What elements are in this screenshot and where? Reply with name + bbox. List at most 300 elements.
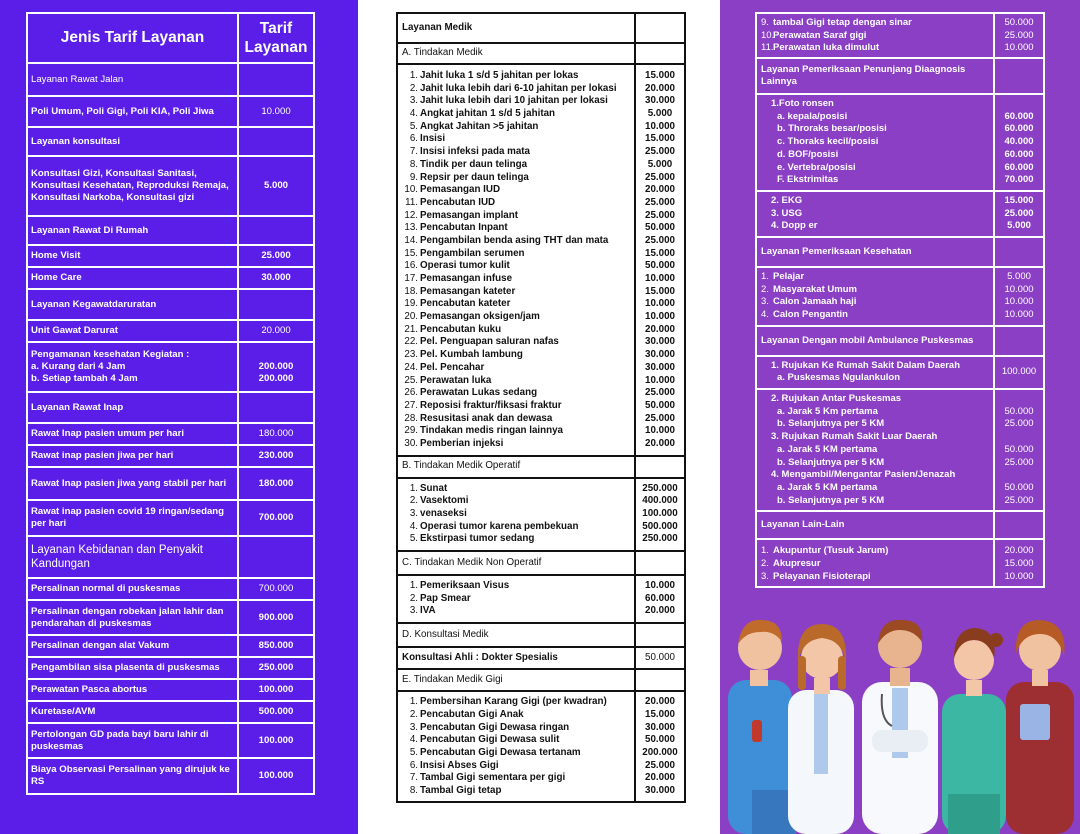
item-value: 20.000 xyxy=(645,323,675,335)
item-value: 50.000 xyxy=(1004,17,1034,28)
item-value: 30.000 xyxy=(645,95,675,107)
left-row-label: Layanan Kebidanan dan Penyakit Kandungan xyxy=(27,536,238,578)
spacer xyxy=(999,98,1039,111)
item-number: 14. xyxy=(404,234,418,246)
item-number: 12. xyxy=(404,209,418,221)
left-row-label: Konsultasi Gizi, Konsultasi Sanitasi, Konsultasi Kesehatan, Reproduksi Remaja, Konsultasi Narkoba, Konsultasi gizi xyxy=(27,156,238,216)
list-item xyxy=(402,722,630,735)
item-number: 2. xyxy=(409,708,418,720)
left-row-value: 230.000 xyxy=(238,445,314,467)
list-item xyxy=(402,580,630,593)
item-value: 5.000 xyxy=(647,108,673,120)
lain-title: Layanan Lain-Lain xyxy=(756,511,994,539)
rujukan-line: b. Selanjutnya per 5 KM xyxy=(777,418,885,430)
section-b-list xyxy=(402,483,630,546)
item-value: 30.000 xyxy=(645,721,675,733)
item-number: 11. xyxy=(761,42,774,54)
foto-ronsen-list xyxy=(756,94,994,191)
section-c-list xyxy=(402,580,630,618)
right-tariff-table xyxy=(755,12,1045,588)
list-item xyxy=(402,146,630,159)
list-item xyxy=(402,747,630,760)
list-item xyxy=(402,521,630,534)
list-item xyxy=(402,349,630,362)
list-item xyxy=(402,184,630,197)
item-number: 4. xyxy=(409,734,418,746)
item-value: 10.000 xyxy=(645,580,675,592)
list-item xyxy=(402,108,630,121)
item-value: 20.000 xyxy=(645,437,675,449)
foto-item-value: 60.000 xyxy=(1004,110,1034,122)
left-row-value: 10.000 xyxy=(238,96,314,127)
foto-item-value: 60.000 xyxy=(1004,161,1034,173)
item-label: Pencabutan kuku xyxy=(420,323,502,335)
item-value: 10.000 xyxy=(645,273,675,284)
item-label: Pencabutan Gigi Dewasa sulit xyxy=(420,734,560,746)
section-a-values xyxy=(635,64,685,456)
item-number: 29. xyxy=(404,425,418,437)
item-label: Pengambilan serumen xyxy=(420,247,525,259)
item-number: 6. xyxy=(409,759,418,771)
item-label: Operasi tumor karena pembekuan xyxy=(420,520,579,532)
list-item xyxy=(761,30,989,43)
item-number: 3. xyxy=(761,296,769,308)
rujukan-line: 3. Rujukan Rumah Sakit Luar Daerah xyxy=(771,431,938,443)
lain-values xyxy=(994,539,1044,587)
item-value: 25.000 xyxy=(645,196,675,208)
item-label: Reposisi fraktur/fiksasi fraktur xyxy=(420,399,562,411)
left-row-label: Persalinan normal di puskesmas xyxy=(27,578,238,600)
item-label: Pelayanan Fisioterapi xyxy=(773,570,871,582)
item-label: Perawatan Lukas sedang xyxy=(420,387,538,399)
item-label: Akupuntur (Tusuk Jarum) xyxy=(773,545,889,557)
item-label: Pelajar xyxy=(773,270,805,282)
list-item xyxy=(402,336,630,349)
list-item xyxy=(402,387,630,400)
list-item xyxy=(402,483,630,496)
doctor-woman-figure xyxy=(788,624,854,834)
item-number: 22. xyxy=(404,336,418,348)
item-label: Angkat Jahitan >5 jahitan xyxy=(420,120,539,132)
list-item xyxy=(761,571,989,584)
item-value: 20.000 xyxy=(645,184,675,196)
left-row-value: 100.000 xyxy=(238,723,314,758)
item-label: Pemasangan IUD xyxy=(420,184,501,196)
list-item xyxy=(402,260,630,273)
doctor-man-figure xyxy=(862,620,938,834)
item-label: Masyarakat Umum xyxy=(773,283,857,295)
rujukan-value xyxy=(999,393,1039,406)
left-row-value xyxy=(238,289,314,320)
item-value: 25.000 xyxy=(645,387,675,399)
left-row-value xyxy=(238,63,314,96)
item-number: 8. xyxy=(409,784,418,796)
list-item xyxy=(402,709,630,722)
left-row-label: Rawat inap pasien jiwa per hari xyxy=(27,445,238,467)
penunjang-item-label: 2. EKG xyxy=(771,194,803,206)
list-item xyxy=(402,696,630,709)
kesehatan-values xyxy=(994,267,1044,326)
item-number: 1. xyxy=(761,270,769,282)
item-value: 50.000 xyxy=(645,399,675,411)
item-value: 10.000 xyxy=(645,120,675,132)
list-item xyxy=(402,785,630,798)
item-value: 10.000 xyxy=(1004,309,1034,320)
item-value: 10.000 xyxy=(645,425,675,437)
item-label: Pengambilan benda asing THT dan mata xyxy=(420,234,609,246)
item-label: Pemberian injeksi xyxy=(420,437,504,449)
list-item xyxy=(402,83,630,96)
section-e-title: E. Tindakan Medik Gigi xyxy=(397,669,635,691)
item-label: Perawatan Saraf gigi xyxy=(773,29,867,41)
left-row-label: Perawatan Pasca abortus xyxy=(27,679,238,701)
list-item xyxy=(402,273,630,286)
foto-item-label: F. Ekstrimitas xyxy=(777,174,839,186)
left-row-label: Pengambilan sisa plasenta di puskesmas xyxy=(27,657,238,679)
left-row-value: 5.000 xyxy=(238,156,314,216)
left-row-label: Home Care xyxy=(27,267,238,289)
left-row-label: Pertolongan GD pada bayi baru lahir di puskesmas xyxy=(27,723,238,758)
item-value: 20.000 xyxy=(645,772,675,784)
item-number: 30. xyxy=(404,437,418,449)
left-row-label: Persalinan dengan alat Vakum xyxy=(27,635,238,657)
item-value: 20.000 xyxy=(1004,545,1034,557)
list-item xyxy=(402,375,630,388)
penunjang-other-values xyxy=(994,191,1044,237)
left-row-value xyxy=(238,536,314,578)
left-row-value: 30.000 xyxy=(238,267,314,289)
item-value: 10.000 xyxy=(1004,570,1034,582)
item-number: 2. xyxy=(409,592,418,604)
left-row-value xyxy=(238,216,314,245)
left-row-label: Layanan Rawat Inap xyxy=(27,392,238,423)
left-row-value: 25.000 xyxy=(238,245,314,267)
list-item xyxy=(402,400,630,413)
list-item xyxy=(402,495,630,508)
foto-ronsen-title: 1.Foto ronsen xyxy=(771,98,834,110)
item-label: Calon Pengantin xyxy=(773,309,848,320)
item-value: 25.000 xyxy=(645,209,675,221)
left-header-value: Tarif Layanan xyxy=(238,13,314,63)
medical-staff-group-icon xyxy=(722,610,1080,834)
item-label: Pemeriksaan Visus xyxy=(420,580,510,592)
item-number: 5. xyxy=(409,120,418,132)
item-label: Sunat xyxy=(420,482,448,494)
rujukan-line: a. Jarak 5 KM pertama xyxy=(777,481,878,493)
konsultasi-ahli-label: Konsultasi Ahli : Dokter Spesialis xyxy=(397,647,635,669)
item-value: 250.000 xyxy=(642,482,678,494)
item-label: Jahit luka 1 s/d 5 jahitan per lokas xyxy=(420,70,579,81)
list-item xyxy=(402,311,630,324)
section-a-title: A. Tindakan Medik xyxy=(397,43,635,64)
item-number: 1. xyxy=(409,70,418,81)
list-item xyxy=(402,593,630,606)
list-item xyxy=(402,413,630,426)
middle-tariff-table xyxy=(396,12,686,803)
left-row-value: 20.000 xyxy=(238,320,314,342)
item-value: 25.000 xyxy=(645,759,675,771)
item-number: 16. xyxy=(404,260,418,272)
list-item xyxy=(761,545,989,558)
item-number: 6. xyxy=(409,133,418,145)
left-row-label: Persalinan dengan robekan jalan lahir dan pendarahan di puskesmas xyxy=(27,600,238,635)
penunjang-other-list xyxy=(756,191,994,237)
item-number: 8. xyxy=(409,158,418,170)
list-item xyxy=(402,70,630,83)
item-value: 50.000 xyxy=(645,734,675,746)
list-item xyxy=(402,425,630,438)
rujukan-value: 25.000 xyxy=(1004,418,1034,430)
item-label: Pencabutan kateter xyxy=(420,298,511,310)
penunjang-item-value: 5.000 xyxy=(1007,220,1031,232)
item-number: 1. xyxy=(761,545,769,557)
item-number: 13. xyxy=(404,222,418,234)
list-item xyxy=(761,296,989,309)
list-item xyxy=(402,298,630,311)
left-row-label: Pengamanan kesehatan Kegiatan : a. Kurang dari 4 Jam b. Setiap tambah 4 Jam xyxy=(27,342,238,392)
left-row-value: 700.000 xyxy=(238,578,314,600)
item-label: Resusitasi anak dan dewasa xyxy=(420,412,553,424)
item-value: 200.000 xyxy=(642,746,678,758)
item-number: 10. xyxy=(761,29,775,41)
item-label: Pembersihan Karang Gigi (per kwadran) xyxy=(420,696,607,708)
item-number: 3. xyxy=(409,95,418,107)
item-value: 15.000 xyxy=(645,70,675,81)
item-value: 30.000 xyxy=(645,361,675,373)
item-value: 20.000 xyxy=(645,605,675,617)
rujukan-dalam-daerah-list xyxy=(756,356,994,389)
item-number: 15. xyxy=(404,247,418,259)
rujukan-group-list xyxy=(756,389,994,511)
foto-item-label: a. kepala/posisi xyxy=(777,110,848,122)
rujukan1-line: 1. Rujukan Ke Rumah Sakit Dalam Daerah xyxy=(771,359,961,371)
item-number: 2. xyxy=(761,557,769,569)
list-item xyxy=(402,95,630,108)
left-tariff-table xyxy=(26,12,315,795)
item-number: 2. xyxy=(409,82,418,94)
section-c-title: C. Tindakan Medik Non Operatif xyxy=(397,551,635,575)
item-label: Pel. Penguapan saluran nafas xyxy=(420,336,559,348)
rujukan-line: 4. Mengambil/Mengantar Pasien/Jenazah xyxy=(771,469,956,481)
item-label: Pencabutan Inpant xyxy=(420,222,508,234)
item-number: 21. xyxy=(404,323,418,335)
list-item xyxy=(402,760,630,773)
item-value: 10.000 xyxy=(1004,296,1034,308)
section-e-list xyxy=(402,696,630,798)
item-number: 7. xyxy=(409,772,418,784)
rujukan-line: b. Selanjutnya per 5 KM xyxy=(777,494,885,506)
list-item xyxy=(402,605,630,618)
section-e-values xyxy=(635,691,685,802)
list-item xyxy=(402,324,630,337)
item-number: 2. xyxy=(409,495,418,507)
item-label: Pap Smear xyxy=(420,592,471,604)
left-row-label: Layanan konsultasi xyxy=(27,127,238,156)
item-label: Pencabutan IUD xyxy=(420,196,496,208)
item-number: 3. xyxy=(409,508,418,519)
item-label: Operasi tumor kulit xyxy=(420,260,510,272)
left-row-label: Poli Umum, Poli Gigi, Poli KIA, Poli Jiwa xyxy=(27,96,238,127)
item-number: 1. xyxy=(409,696,418,708)
item-value: 250.000 xyxy=(642,533,678,545)
nurse-maroon-figure xyxy=(1006,620,1074,834)
list-item xyxy=(761,309,989,322)
item-label: venaseksi xyxy=(420,508,467,519)
item-value: 10.000 xyxy=(1004,283,1034,295)
item-number: 10. xyxy=(404,184,418,196)
item-label: Tindakan medis ringan lainnya xyxy=(420,425,564,437)
nurse-blue-figure xyxy=(728,620,796,834)
item-number: 1. xyxy=(409,580,418,592)
ambulance-title: Layanan Dengan mobil Ambulance Puskesmas xyxy=(756,326,994,356)
kesehatan-list xyxy=(756,267,994,326)
rujukan-line: b. Selanjutnya per 5 KM xyxy=(777,456,885,468)
list-item xyxy=(402,133,630,146)
item-label: Jahit luka lebih dari 6-10 jahitan per lokasi xyxy=(420,82,617,94)
item-value: 25.000 xyxy=(645,171,675,183)
item-number: 4. xyxy=(761,309,769,320)
item-value: 15.000 xyxy=(645,285,675,297)
left-row-label: Home Visit xyxy=(27,245,238,267)
rujukan-line: a. Jarak 5 KM pertama xyxy=(777,443,878,455)
item-number: 1. xyxy=(409,482,418,494)
left-row-label: Layanan Rawat Jalan xyxy=(27,63,238,96)
rujukan-line: a. Jarak 5 Km pertama xyxy=(777,405,878,417)
item-value: 500.000 xyxy=(642,520,678,532)
dental-continued-list xyxy=(756,13,994,58)
item-number: 19. xyxy=(404,298,418,310)
list-item xyxy=(761,271,989,284)
item-value: 25.000 xyxy=(1004,29,1034,41)
list-item xyxy=(402,235,630,248)
section-a-list xyxy=(402,70,630,451)
item-number: 9. xyxy=(409,171,418,183)
item-number: 5. xyxy=(409,746,418,758)
item-label: Pemasangan kateter xyxy=(420,285,516,297)
item-value: 10.000 xyxy=(645,374,675,386)
left-row-label: Biaya Observasi Persalinan yang dirujuk ke RS xyxy=(27,758,238,794)
item-value: 10.000 xyxy=(645,311,675,323)
nurse-green-figure xyxy=(942,628,1006,834)
left-row-value: 200.000 200.000 xyxy=(238,342,314,392)
lain-list xyxy=(756,539,994,587)
item-label: tambal Gigi tetap dengan sinar xyxy=(773,17,912,28)
list-item xyxy=(402,248,630,261)
layanan-medik-title: Layanan Medik xyxy=(397,13,635,43)
list-item xyxy=(402,210,630,223)
item-value: 25.000 xyxy=(645,146,675,158)
item-number: 20. xyxy=(404,311,418,323)
item-label: Pencabutan Gigi Dewasa ringan xyxy=(420,721,570,733)
item-number: 5. xyxy=(409,533,418,545)
list-item xyxy=(402,197,630,210)
foto-item-value: 60.000 xyxy=(1004,123,1034,135)
item-label: Angkat jahitan 1 s/d 5 jahitan xyxy=(420,108,556,120)
foto-item-label: b. Throraks besar/posisi xyxy=(777,123,887,135)
foto-item-label: c. Thoraks kecil/posisi xyxy=(777,136,879,148)
list-item xyxy=(402,734,630,747)
item-label: Tambal Gigi sementara per gigi xyxy=(420,772,566,784)
item-value: 50.000 xyxy=(645,260,675,272)
item-number: 7. xyxy=(409,146,418,158)
left-row-label: Kuretase/AVM xyxy=(27,701,238,723)
left-row-value: 500.000 xyxy=(238,701,314,723)
konsultasi-ahli-value: 50.000 xyxy=(635,647,685,669)
rujukan-dalam-daerah-value: 100.000 xyxy=(994,356,1044,389)
section-b-title: B. Tindakan Medik Operatif xyxy=(397,456,635,478)
item-value: 5.000 xyxy=(647,158,673,170)
penunjang-title: Layanan Pemeriksaan Penunjang Diaagnosis Lainnya xyxy=(756,58,994,94)
item-value: 15.000 xyxy=(645,133,675,145)
item-value: 10.000 xyxy=(645,298,675,310)
rujukan-value xyxy=(999,469,1039,482)
list-item xyxy=(761,42,989,55)
item-label: Pencabutan Gigi Dewasa tertanam xyxy=(420,746,581,758)
item-number: 25. xyxy=(404,374,418,386)
item-label: Tindik per daun telinga xyxy=(420,158,528,170)
section-d-title: D. Konsultasi Medik xyxy=(397,623,635,647)
list-item xyxy=(402,286,630,299)
item-label: Akupresur xyxy=(773,557,821,569)
item-label: Ekstirpasi tumor sedang xyxy=(420,533,535,545)
item-number: 9. xyxy=(761,17,769,28)
rujukan-value: 25.000 xyxy=(1004,494,1034,506)
list-item xyxy=(761,17,989,30)
rujukan-value: 50.000 xyxy=(1004,481,1034,493)
item-label: Vasektomi xyxy=(420,495,469,507)
left-row-value: 900.000 xyxy=(238,600,314,635)
item-label: Perawatan luka dimulut xyxy=(773,42,880,54)
item-value: 50.000 xyxy=(645,222,675,234)
item-label: Jahit luka lebih dari 10 jahitan per lokasi xyxy=(420,95,608,107)
list-item xyxy=(402,159,630,172)
item-label: Pemasangan implant xyxy=(420,209,518,221)
item-value: 30.000 xyxy=(645,349,675,361)
penunjang-item-value: 25.000 xyxy=(1004,207,1034,219)
foto-ronsen-values xyxy=(994,94,1044,191)
item-number: 18. xyxy=(404,285,418,297)
rujukan-group-values xyxy=(994,389,1044,511)
item-number: 17. xyxy=(404,273,418,284)
left-row-value xyxy=(238,127,314,156)
list-item xyxy=(402,508,630,521)
left-row-value: 100.000 xyxy=(238,758,314,794)
left-row-value: 180.000 xyxy=(238,423,314,445)
list-item xyxy=(402,362,630,375)
item-number: 11. xyxy=(405,196,418,208)
item-value: 10.000 xyxy=(1004,42,1034,54)
item-label: Pemasangan oksigen/jam xyxy=(420,311,540,323)
item-value: 60.000 xyxy=(645,592,675,604)
item-label: Calon Jamaah haji xyxy=(773,296,857,308)
rujukan-value xyxy=(999,431,1039,444)
item-number: 24. xyxy=(404,361,418,373)
item-number: 27. xyxy=(404,399,418,411)
rujukan-value: 25.000 xyxy=(1004,456,1034,468)
penunjang-item-value: 15.000 xyxy=(1004,194,1034,206)
left-row-value xyxy=(238,392,314,423)
item-number: 28. xyxy=(404,412,418,424)
list-item xyxy=(402,172,630,185)
item-value: 5.000 xyxy=(1007,270,1031,282)
item-value: 20.000 xyxy=(645,82,675,94)
item-label: Pel. Pencahar xyxy=(420,361,485,373)
list-item xyxy=(402,438,630,451)
item-label: Insisi Abses Gigi xyxy=(420,759,499,771)
left-row-value: 250.000 xyxy=(238,657,314,679)
foto-item-label: e. Vertebra/posisi xyxy=(777,161,856,173)
list-item xyxy=(402,121,630,134)
